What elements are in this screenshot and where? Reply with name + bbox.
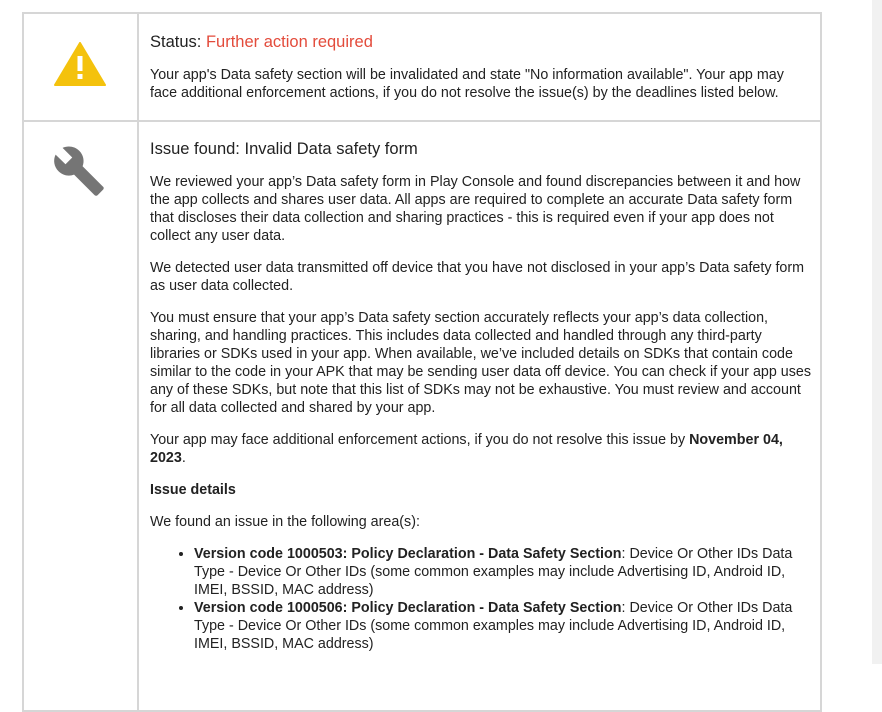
deadline-date: November 04, 2023 — [150, 432, 783, 466]
deadline-prefix: Your app may face additional enforcement actions, if you do not resolve this issue by — [150, 432, 690, 448]
issue-paragraph-2: We detected user data transmitted off device that you have not disclosed in your app’s Data safety form as user data collected. — [150, 260, 805, 294]
issue-details-intro: We found an issue in the following area(s): — [150, 514, 420, 530]
list-item-text: : Device Or Other IDs Data Type - Device Or Other IDs (some common examples may include Advertising ID, Android ID, IMEI, BSSID, MAC address) — [194, 546, 793, 598]
issue-paragraph-3: You must ensure that your app’s Data safety section accurately reflects your app’s data collection, sharing, and handling practices. This includes data collected and handled through any third-party libraries or SDKs used in your app. When available, we’ve included details on SDKs that contain code similar to the code in your APK that may be sending user data off device. You can check if your app uses any of these SDKs, but note that this list of SDKs may not be exhaustive. You must review and account for all data collected and shared by your app. — [150, 310, 811, 416]
issue-paragraph-1: We reviewed your app’s Data safety form in Play Console and found discrepancies between it and how the app collects and shares user data. All apps are required to complete an accurate Data safety form that discloses their data collection and sharing practices - this is required even if your app does not collect any user data. — [150, 174, 801, 244]
policy-issue-card — [22, 12, 822, 712]
list-item — [194, 599, 814, 653]
list-item-text: : Device Or Other IDs Data Type - Device Or Other IDs (some common examples may include Advertising ID, Android ID, IMEI, BSSID, MAC address) — [194, 600, 793, 652]
status-label: Status: — [150, 33, 206, 51]
deadline-suffix: . — [181, 450, 186, 466]
wrench-icon — [52, 144, 106, 198]
warning-icon — [54, 42, 106, 86]
issue-section — [150, 139, 814, 653]
status-description: Your app's Data safety section will be invalidated and state "No information available". Your app may face additional enforcement actions, if you do not resolve the issue(s) by the deadlines listed below. — [150, 67, 784, 101]
issue-details-heading: Issue details — [150, 482, 236, 498]
column-divider — [137, 14, 139, 710]
issue-details-list — [150, 545, 814, 653]
list-item-label: Version code 1000503: Policy Declaration - Data Safety Section — [194, 546, 622, 562]
issue-paragraph-4 — [150, 431, 814, 467]
status-section — [150, 32, 814, 116]
issue-title: Issue found: Invalid Data safety form — [150, 140, 418, 158]
status-heading — [150, 32, 814, 52]
scrollbar-track[interactable] — [872, 0, 882, 664]
list-item — [194, 545, 814, 599]
status-value: Further action required — [205, 33, 373, 51]
row-divider — [24, 120, 820, 122]
list-item-label: Version code 1000506: Policy Declaration - Data Safety Section — [194, 600, 622, 616]
